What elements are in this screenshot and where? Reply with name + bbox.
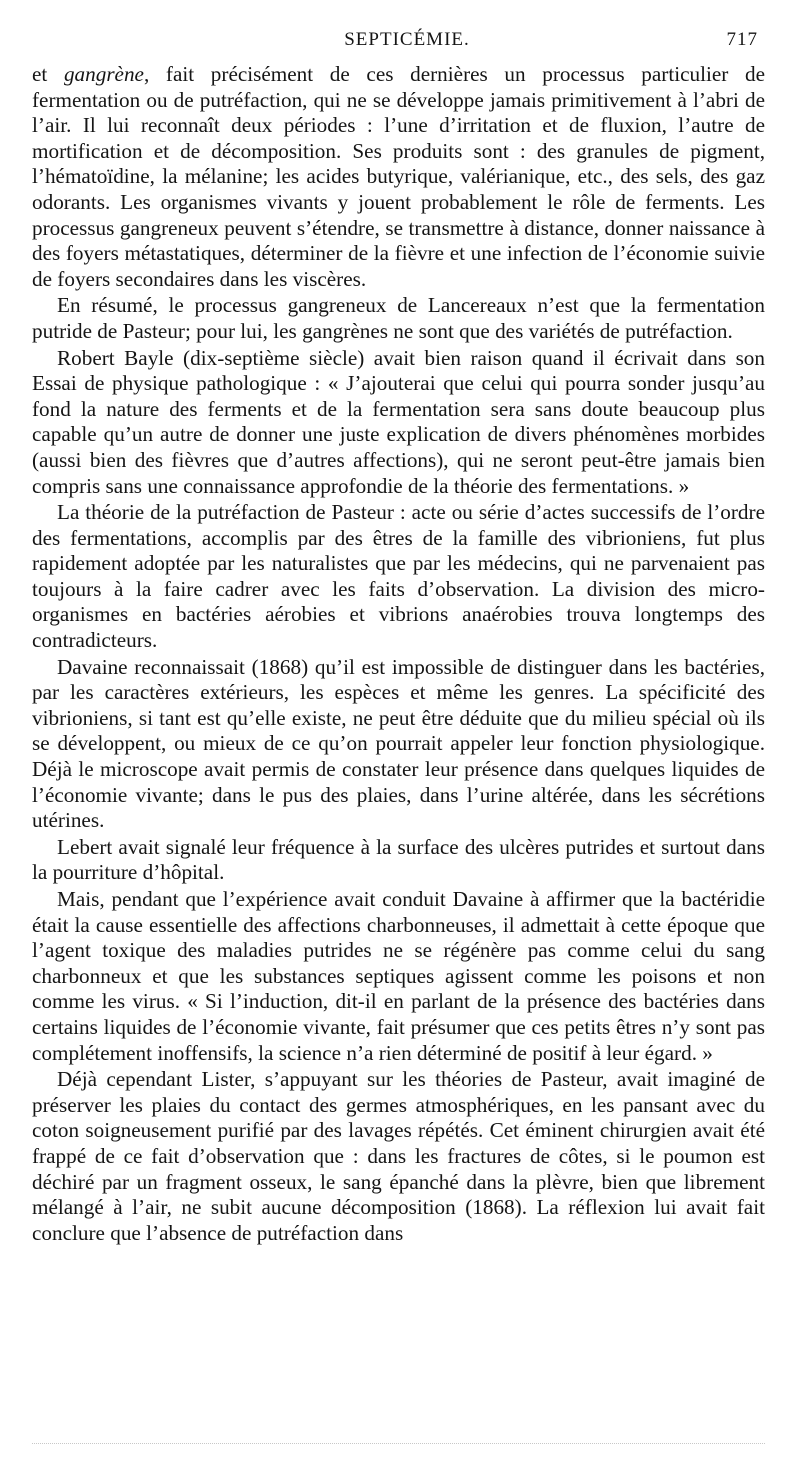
paragraph: Mais, pendant que l’expérience avait conduit Davaine à affirmer que la bactéridie était la cause essentielle des affections charbonneuses, il admettait à cette époque que l’agent toxique des maladies putrides ne se régénère pas comme celui du sang charbonneux et que les substances septiques agissent comme les poisons et non comme les virus. « Si l’induction, dit-il en parlant de la présence des bactéries dans certains liquides de l’économie vivante, fait présumer que ces petits êtres n’y sont pas complétement inoffensifs, la science n’a rien déterminé de positif à leur égard. » [32, 887, 765, 1065]
paragraph: et gangrène, fait précisément de ces dernières un processus particulier de fermentation ou de putréfaction, qui ne se développe jamais primitivement à l’abri de l’air. Il lui reconnaît deux périodes : l’une d’irritation et de fluxion, l’autre de mortification et de décomposition. Ses produits sont : des granules de pigment, l’hématoïdine, la mélanine; les acides butyrique, valérianique, etc., des sels, des gaz odorants. Les organismes vivants y jouent probablement le rôle de ferments. Les processus gangreneux peuvent s’étendre, se transmettre à distance, donner naissance à des foyers métastatiques, déterminer de la fièvre et une infection de l’économie suivie de foyers secondaires dans les viscères. [32, 62, 765, 291]
paragraph: En résumé, le processus gangreneux de Lancereaux n’est que la fermentation putride de Pasteur; pour lui, les gangrènes ne sont que des variétés de putréfaction. [32, 293, 765, 343]
italic-term: gangrène [63, 62, 144, 86]
paragraph: Lebert avait signalé leur fréquence à la surface des ulcères putrides et surtout dans la pourriture d’hôpital. [32, 834, 765, 885]
running-title: SEPTICÉMIE. [344, 29, 470, 50]
bottom-rule [32, 1443, 765, 1444]
page-number: 717 [726, 29, 758, 50]
body-text [32, 62, 765, 1246]
paragraph: La théorie de la putréfaction de Pasteur : acte ou série d’actes successifs de l’ordre des fermentations, accomplis par des êtres de la famille des vibrioniens, fut plus rapidement adoptée par les naturalistes que par les médecins, qui ne parvenaient pas toujours à la faire cadrer avec les faits d’observation. La division des micro-organismes en bactéries aérobies et vibrions anaérobies trouva longtemps des contradicteurs. [32, 500, 765, 653]
paragraph: Robert Bayle (dix-septième siècle) avait bien raison quand il écrivait dans son Essai de physique pathologique : « J’ajouterai que celui qui pourra sonder jusqu’au fond la nature des ferments et de la fermentation sera sans doute beaucoup plus capable qu’un autre de donner une juste explication de divers phénomènes morbides (aussi bien des fièvres que d’autres affections), qui ne seront peut-être jamais bien compris sans une connaissance approfondie de la théorie des fermentations. » [32, 345, 765, 498]
paragraph: Davaine reconnaissait (1868) qu’il est impossible de distinguer dans les bactéries, par les caractères extérieurs, les espèces et même les genres. La spécificité des vibrioniens, si tant est qu’elle existe, ne peut être déduite que du milieu spécial où ils se développent, ou mieux de ce qu’on pourrait appeler leur fonction physiologique. Déjà le microscope avait permis de constater leur présence dans quelques liquides de l’économie vivante; dans le pus des plaies, dans l’urine altérée, dans les sécrétions utérines. [32, 654, 765, 833]
paragraph: Déjà cependant Lister, s’appuyant sur les théories de Pasteur, avait imaginé de préserver les plaies du contact des germes atmosphériques, en les pansant avec du coton soigneusement purifié par des lavages répétés. Cet éminent chirurgien avait été frappé de ce fait d’observation que : dans les fractures de côtes, si le poumon est déchiré par un fragment osseux, le sang épanché dans la plèvre, bien que librement mélangé à l’air, ne subit aucune décomposition (1868). La réflexion lui avait fait conclure que l’absence de putréfaction dans [32, 1067, 765, 1245]
running-header [56, 29, 758, 55]
